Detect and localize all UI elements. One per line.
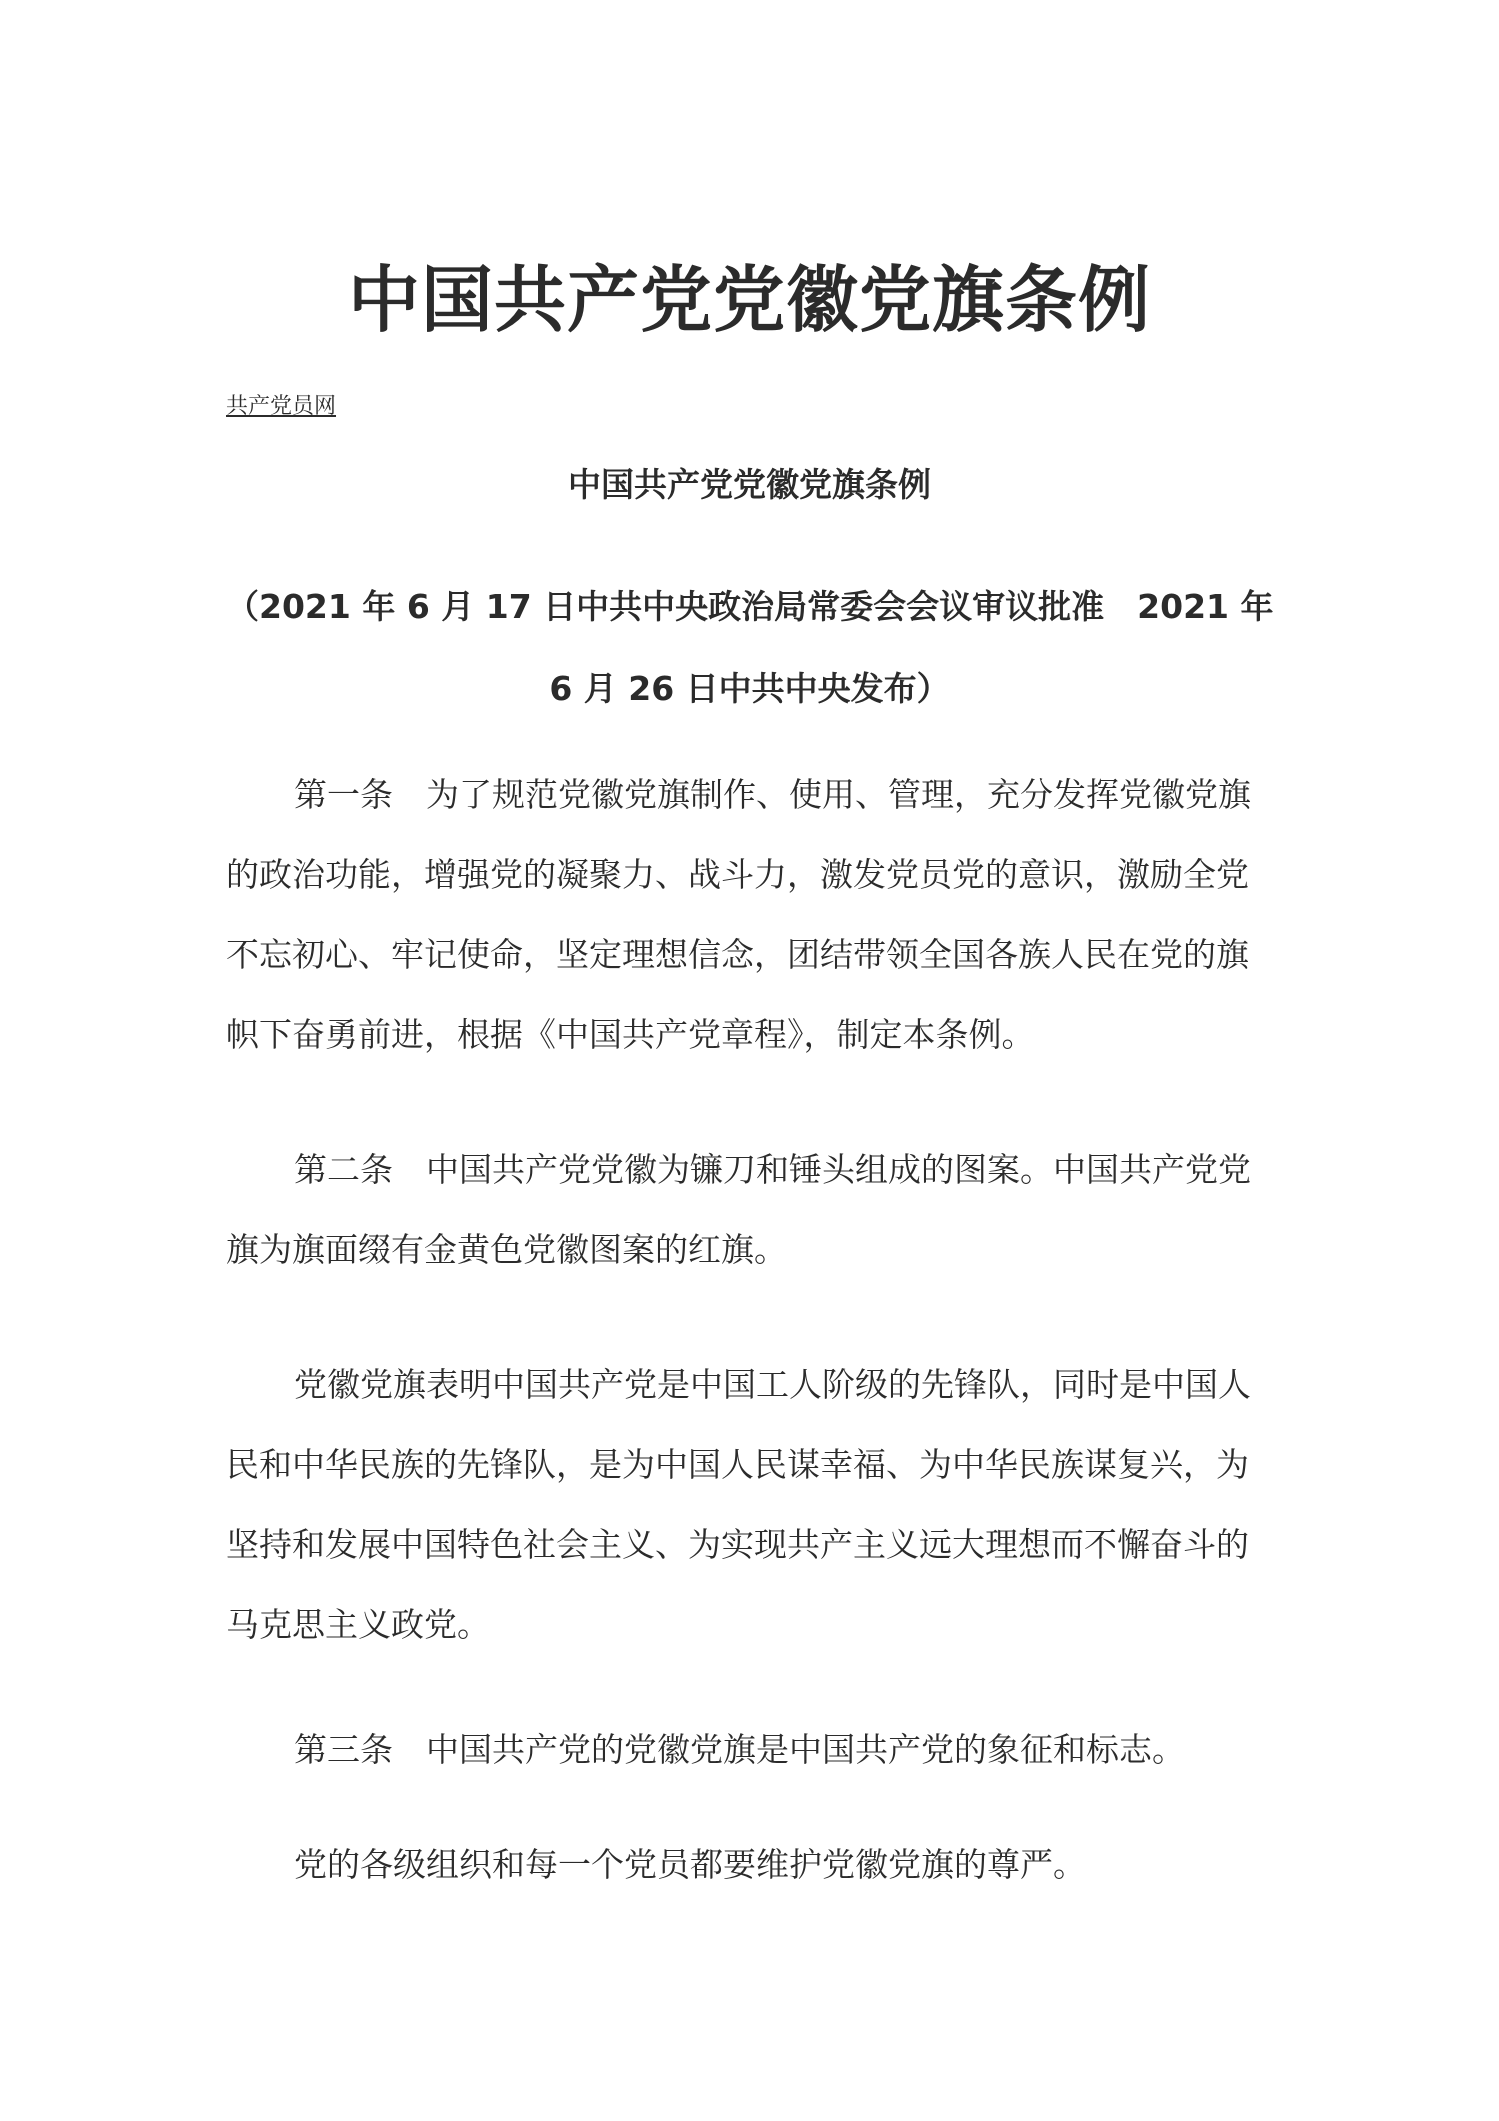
source-link[interactable]: 共产党员网 xyxy=(226,394,337,419)
approval-note-line: 6 月 26 日中共中央发布） xyxy=(549,669,950,708)
page-title: 中国共产党党徽党旗条例 xyxy=(347,258,1151,342)
approval-note-line: （2021 年 6 月 17 日中共中央政治局常委会会议审议批准 2021 年 xyxy=(226,587,1274,626)
article-1-line: 第一条 为了规范党徽党旗制作、使用、管理，充分发挥党徽党旗 xyxy=(294,775,1251,814)
article-1-line: 帜下奋勇前进，根据《中国共产党章程》，制定本条例。 xyxy=(226,1015,1035,1054)
document-subtitle: 中国共产党党徽党旗条例 xyxy=(568,465,931,504)
article-3-paragraph-line: 党的各级组织和每一个党员都要维护党徽党旗的尊严。 xyxy=(294,1845,1086,1884)
article-2-paragraph-line: 马克思主义政党。 xyxy=(226,1605,490,1644)
article-2-paragraph-line: 民和中华民族的先锋队，是为中国人民谋幸福、为中华民族谋复兴，为 xyxy=(226,1445,1249,1484)
article-1-line: 的政治功能，增强党的凝聚力、战斗力，激发党员党的意识，激励全党 xyxy=(226,855,1249,894)
article-1-line: 不忘初心、牢记使命，坚定理想信念，团结带领全国各族人民在党的旗 xyxy=(226,935,1249,974)
article-2-line: 旗为旗面缀有金黄色党徽图案的红旗。 xyxy=(226,1230,787,1269)
article-2-paragraph-line: 坚持和发展中国特色社会主义、为实现共产主义远大理想而不懈奋斗的 xyxy=(226,1525,1249,1564)
article-2-paragraph-line: 党徽党旗表明中国共产党是中国工人阶级的先锋队，同时是中国人 xyxy=(294,1365,1251,1404)
article-2-line: 第二条 中国共产党党徽为镰刀和锤头组成的图案。中国共产党党 xyxy=(294,1150,1251,1189)
article-3-line: 第三条 中国共产党的党徽党旗是中国共产党的象征和标志。 xyxy=(294,1730,1185,1769)
